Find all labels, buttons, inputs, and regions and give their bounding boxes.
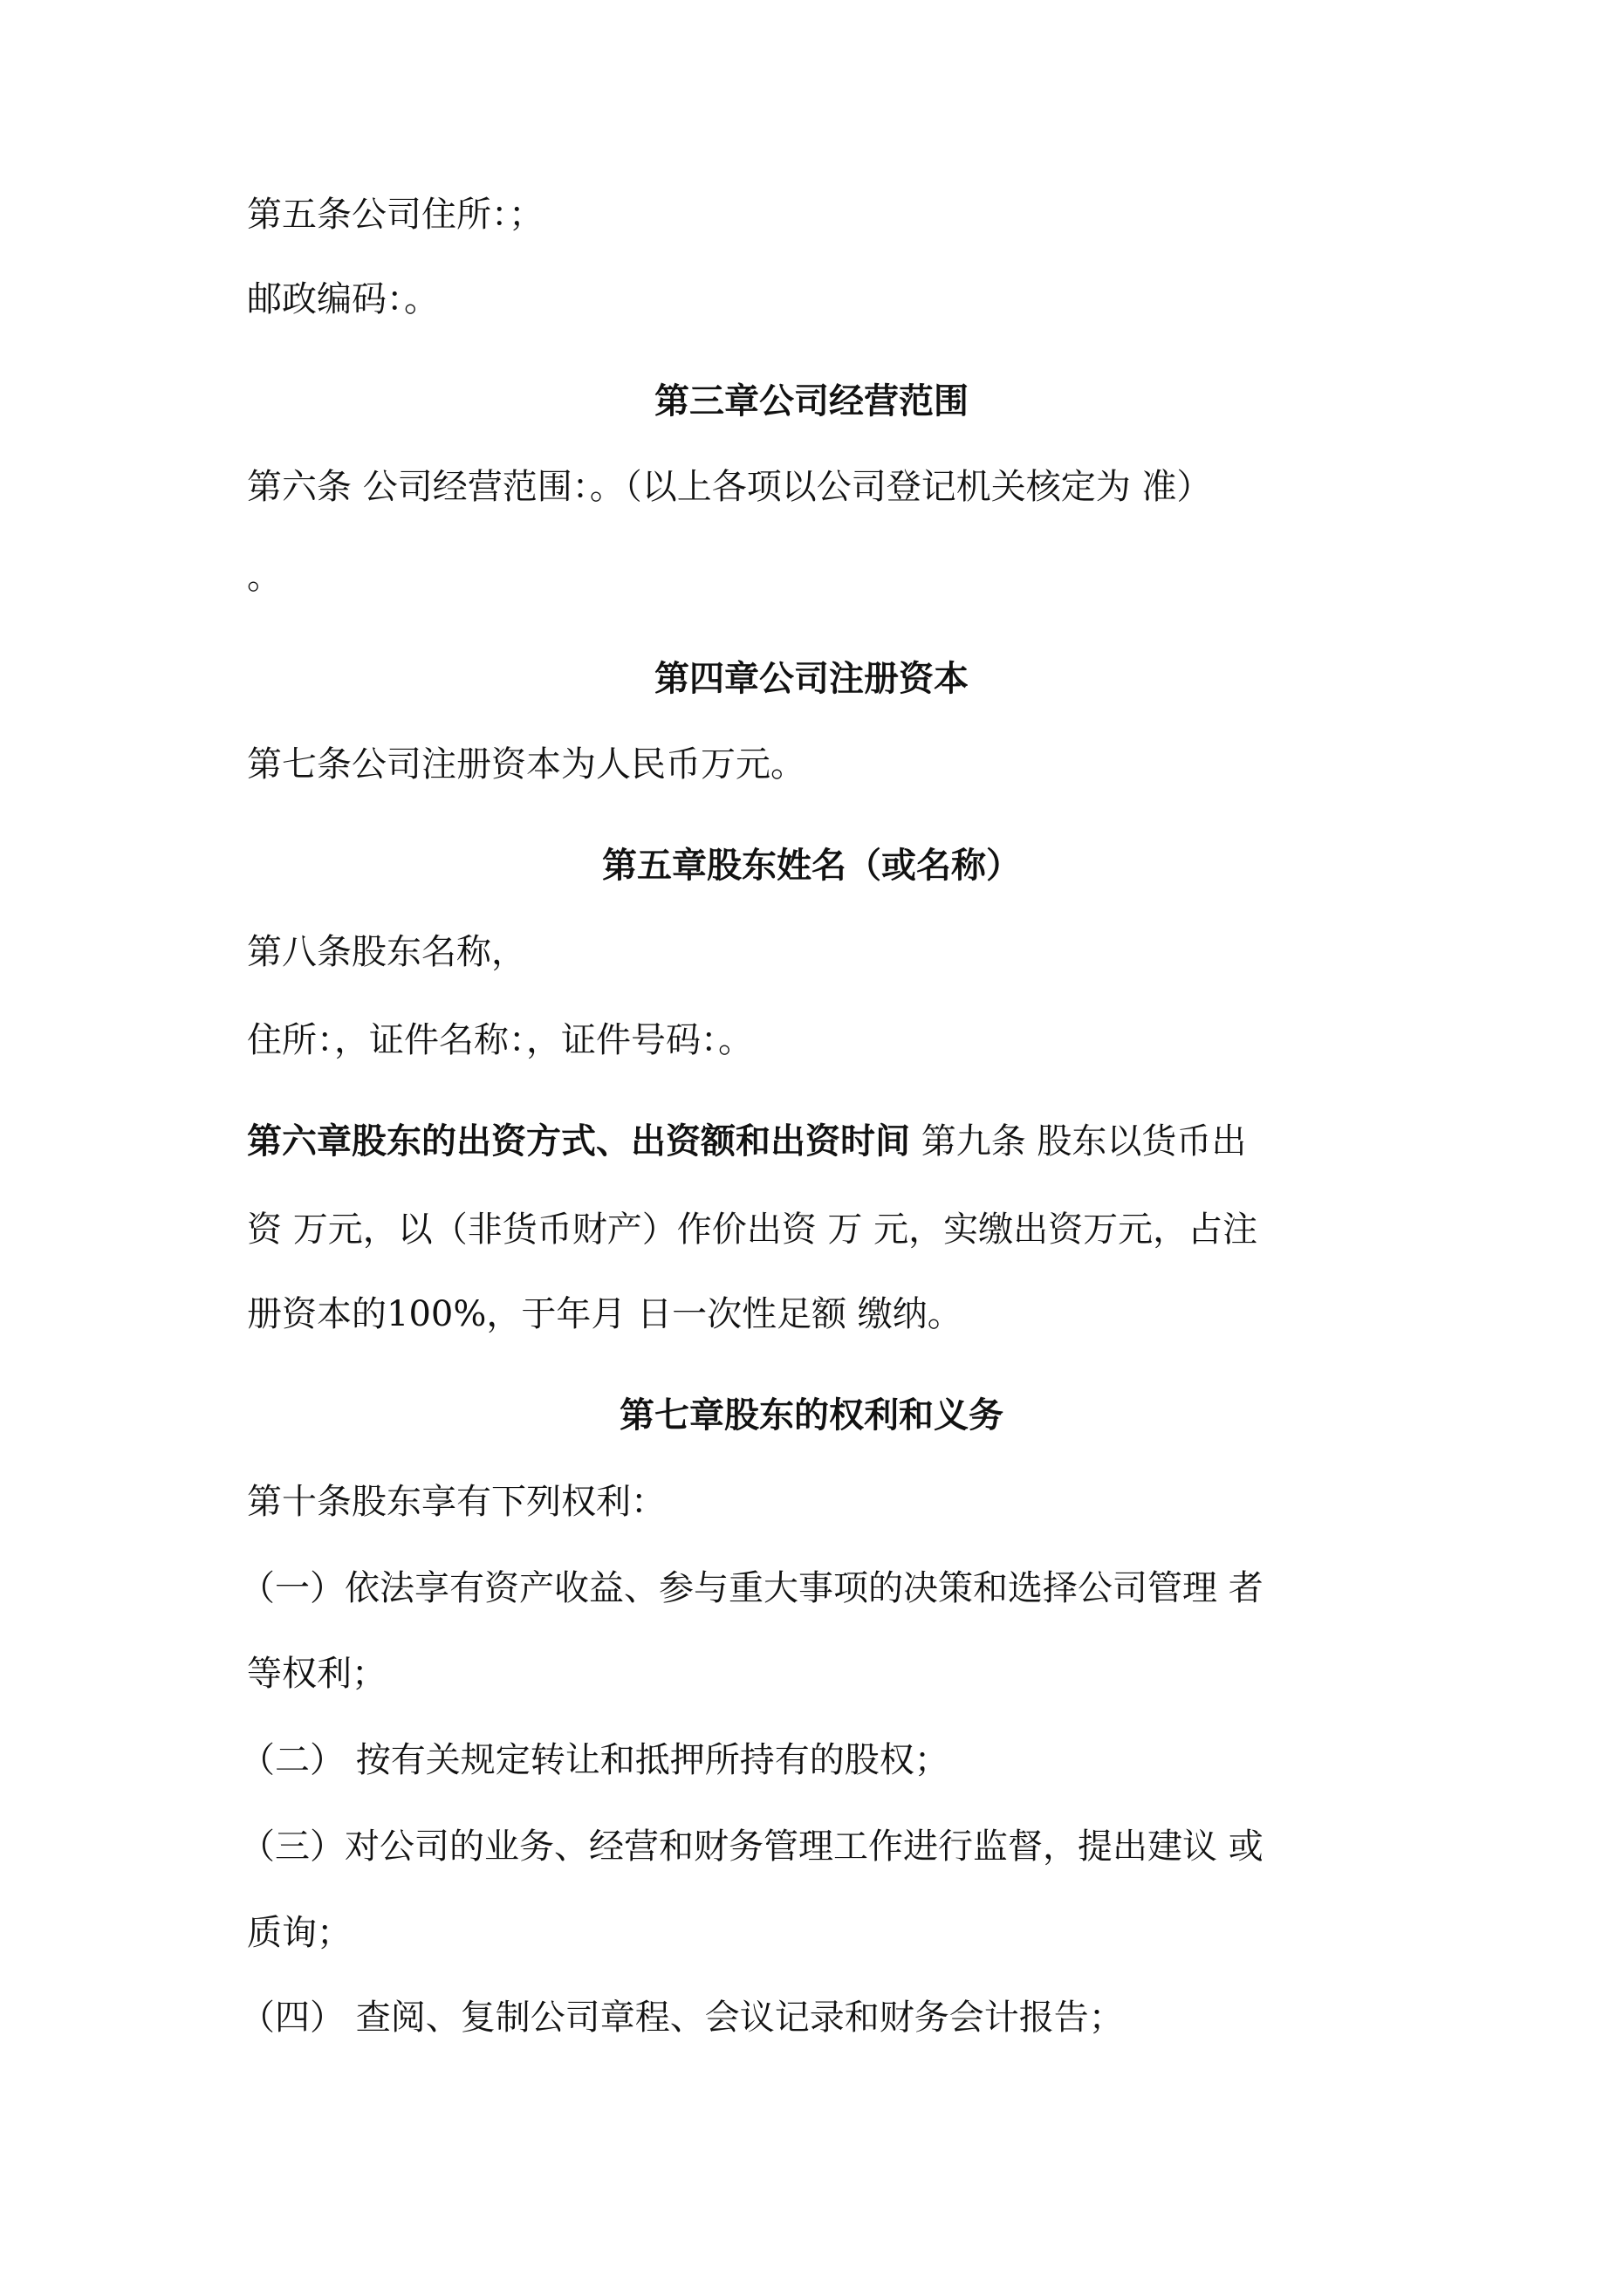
chapter-6-heading: 第六章股东的出资方式、出资额和出资时间 [247, 1121, 910, 1162]
article-9-line-3: 册资本的100%，于年月 日一次性足额 缴纳。 [247, 1294, 962, 1334]
right-item-1-line-2: 等权利； [247, 1654, 387, 1694]
article-5-line-2: 邮政编码：。 [247, 279, 439, 319]
article-6-line-1: 第六条 公司经营范围：。（以上各项以公司登记机关核定为 准） [247, 467, 1212, 507]
article-8-line-1: 第八条股东名称， [247, 932, 526, 972]
right-item-2: （二） 按有关规定转让和抵押所持有的股权； [240, 1740, 949, 1780]
article-6-line-2: 。 [247, 557, 282, 597]
chapter-5-heading: 第五章股东姓名（或名称） [602, 845, 1021, 886]
chapter-6-line-1 [247, 1119, 1246, 1164]
right-item-4: （四） 查阅、复制公司章程、会议记录和财务会计报告； [240, 1998, 1124, 2038]
article-9-line-1: 第九条 股东以货币出 [910, 1121, 1247, 1162]
right-item-1-line-1: （一）依法享有资产收益、参与重大事项的决策和选择公司管理 者 [240, 1568, 1263, 1608]
chapter-4-heading: 第四章公司注册资本 [654, 658, 969, 699]
right-item-3-line-2: 质询； [247, 1913, 352, 1953]
article-5-line-1: 第五条公司住所：； [247, 195, 544, 235]
chapter-7-heading: 第七章股东的权利和义务 [620, 1395, 1003, 1436]
article-9-line-2: 资 万元，以（非货币财产）作价出资 万 元，实缴出资万元，占注 [247, 1210, 1258, 1250]
article-7: 第七条公司注册资本为人民币万元。 [247, 744, 805, 785]
right-item-3-line-1: （三）对公司的业务、经营和财务管理工作进行监督，提出建议 或 [240, 1827, 1263, 1867]
chapter-3-heading: 第三章公司经营范围 [654, 380, 969, 422]
article-8-line-2: 住所：，证件名称：，证件号码：。 [247, 1020, 753, 1060]
article-10: 第十条股东享有下列权利： [247, 1482, 666, 1522]
